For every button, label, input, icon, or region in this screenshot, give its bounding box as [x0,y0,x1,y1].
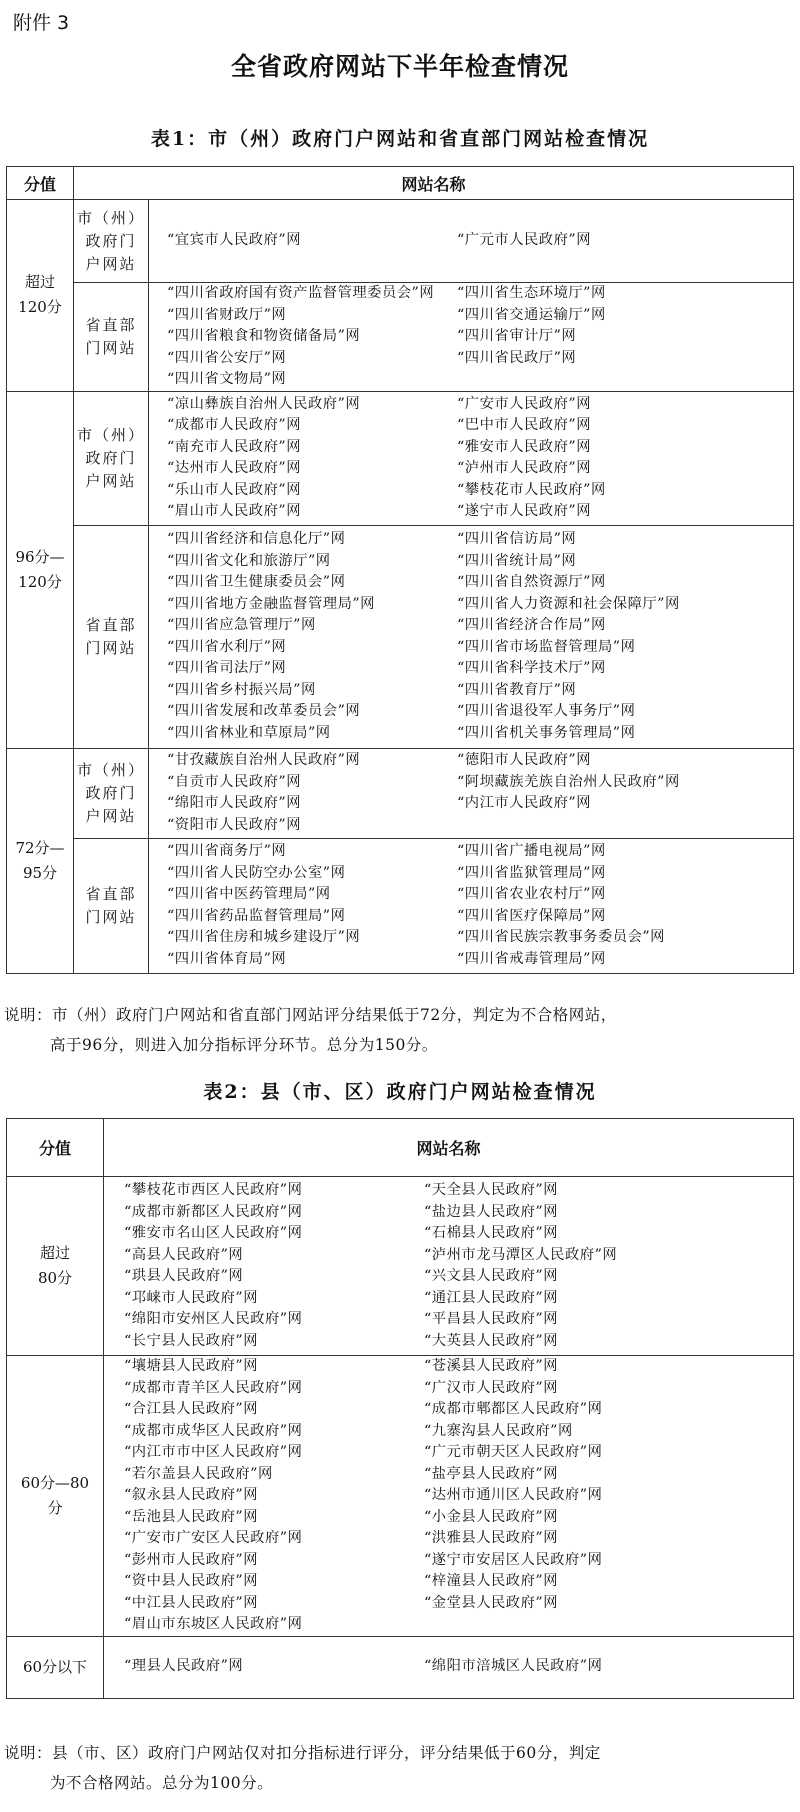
website-entry: “若尔盖县人民政府”网 [124,1465,273,1482]
website-entry: “广安市人民政府”网 [457,395,591,412]
website-entry: “成都市郫都区人民政府”网 [424,1401,603,1417]
website-entry: “叙永县人民政府”网 [124,1487,258,1503]
website-entry: “梓潼县人民政府”网 [424,1573,558,1589]
table1-category-cell [74,391,149,525]
website-entry: “甘孜藏族自治州人民政府”网 [167,752,361,768]
table2 [6,1118,794,1699]
score-line: 60分—80 [20,1473,90,1492]
website-entry: “四川省统计局”网 [457,552,577,569]
website-entry: “攀枝花市人民政府”网 [457,481,606,498]
table2-header-score: 分值 [7,1119,104,1177]
score-line: 80分 [37,1269,73,1287]
website-entry: “内江市人民政府”网 [457,795,591,811]
website-entry: “四川省人力资源和社会保障厅”网 [457,595,680,612]
score-line: 分 [47,1498,63,1517]
website-entry: “大英县人民政府”网 [424,1332,558,1349]
website-entry: “四川省药品监督管理局”网 [167,907,346,924]
website-entry: “四川省民政厅”网 [457,349,577,366]
website-entry: “眉山市东坡区人民政府”网 [124,1616,303,1632]
website-entry: “成都市成华区人民政府”网 [124,1422,303,1439]
website-entry: “四川省经济和信息化厅”网 [167,531,346,547]
website-entry: “四川省医疗保障局”网 [457,907,606,924]
website-entry: “四川省交通运输厅”网 [457,306,606,323]
website-entry: “凉山彝族自治州人民政府”网 [167,395,361,412]
website-entry: “四川省信访局”网 [457,531,577,547]
website-entry: “壤塘县人民政府”网 [124,1358,258,1374]
website-entry: “遂宁市安居区人民政府”网 [424,1551,603,1568]
table2-note: 说明：县（市、区）政府门户网站仅对扣分指标进行评分，评分结果低于60分，判定 [4,1744,601,1762]
category-line: 省直部 [85,884,137,903]
website-entry: “成都市人民政府”网 [167,417,301,433]
website-entry: “石棉县人民政府”网 [424,1225,558,1241]
website-entry: “邛崃市人民政府”网 [124,1289,258,1306]
website-entry: “四川省广播电视局”网 [457,843,606,859]
category-line: 门网站 [85,638,137,657]
table1 [6,166,794,974]
website-entry: “广元市人民政府”网 [457,232,591,249]
table1-category-cell [74,283,149,392]
website-entry: “眉山市人民政府”网 [167,503,301,519]
website-entry: “高县人民政府”网 [124,1246,244,1263]
score-line: 95分 [22,863,58,882]
table1-note-continued: 高于96分，则进入加分指标评分环节。总分为150分。 [50,1036,438,1054]
website-entry: “四川省粮食和物资储备局”网 [167,328,361,344]
website-entry: “绵阳市安州区人民政府”网 [124,1311,303,1327]
website-entry: “四川省地方金融监督管理局”网 [167,595,375,612]
table1-score-cell [7,200,74,392]
category-line: 户网站 [85,471,137,490]
website-entry: “雅安市名山区人民政府”网 [124,1225,303,1241]
website-entry: “中江县人民政府”网 [124,1594,258,1611]
website-entry: “岳池县人民政府”网 [124,1508,258,1525]
table1-score-cell [7,391,74,748]
table1-sites-cell [149,283,794,392]
category-line: 省直部 [85,315,137,334]
table1-sites-cell [149,525,794,748]
website-entry: “长宁县人民政府”网 [124,1332,258,1349]
website-entry: “兴文县人民政府”网 [424,1268,558,1284]
website-entry: “珙县人民政府”网 [124,1268,244,1284]
website-entry: “泸州市人民政府”网 [457,460,591,476]
website-entry: “合江县人民政府”网 [124,1401,258,1417]
website-entry: “四川省市场监督管理局”网 [457,638,636,655]
website-entry: “达州市通川区人民政府”网 [424,1487,603,1503]
website-entry: “四川省卫生健康委员会”网 [167,574,346,590]
table1-score-cell [7,748,74,973]
website-entry: “四川省应急管理厅”网 [167,617,316,633]
category-line: 政府门 [85,783,137,802]
website-entry: “四川省退役军人事务厅”网 [457,703,636,719]
website-entry: “巴中市人民政府”网 [457,417,591,433]
category-line: 市（州） [76,425,145,444]
website-entry: “四川省住房和城乡建设厅”网 [167,929,361,945]
website-entry: “四川省政府国有资产监督管理委员会”网 [167,285,435,301]
website-entry: “雅安市人民政府”网 [457,438,591,455]
website-entry: “成都市青羊区人民政府”网 [124,1379,303,1396]
website-entry: “四川省商务厅”网 [167,843,287,859]
table1-sites-cell [149,748,794,838]
category-line: 市（州） [76,760,145,779]
website-entry: “四川省乡村振兴局”网 [167,681,316,698]
table1-sites-cell [149,200,794,283]
website-entry: “成都市新都区人民政府”网 [124,1203,303,1220]
website-entry: “彭州市人民政府”网 [124,1551,258,1568]
website-entry: “达州市人民政府”网 [167,460,301,476]
table1-category-cell [74,838,149,973]
website-entry: “广元市朝天区人民政府”网 [424,1444,603,1460]
website-entry: “四川省文化和旅游厅”网 [167,552,331,569]
table2-score-cell [7,1356,104,1637]
website-entry: “遂宁市人民政府”网 [457,503,591,519]
table1-note: 说明：市（州）政府门户网站和省直部门网站评分结果低于72分，判定为不合格网站， [4,1006,617,1024]
category-line: 户网站 [85,806,137,825]
table2-sites-cell [104,1356,794,1637]
website-entry: “金堂县人民政府”网 [424,1594,558,1611]
website-entry: “绵阳市人民政府”网 [167,795,301,811]
category-line: 户网站 [85,254,137,273]
website-entry: “平昌县人民政府”网 [424,1311,558,1327]
score-line: 超过 [24,273,55,292]
website-entry: “通江县人民政府”网 [424,1289,558,1306]
table2-note-continued: 为不合格网站。总分为100分。 [50,1774,274,1792]
website-entry: “四川省发展和改革委员会”网 [167,703,361,719]
table1-category-cell [74,200,149,283]
website-entry: “乐山市人民政府”网 [167,481,301,498]
website-entry: “自贡市人民政府”网 [167,773,301,790]
website-entry: “四川省民族宗教事务委员会”网 [457,929,665,945]
table1-sites-cell [149,391,794,525]
website-entry: “盐边县人民政府”网 [424,1203,558,1220]
website-entry: “四川省教育厅”网 [457,681,577,698]
website-entry: “洪雅县人民政府”网 [424,1530,558,1546]
website-entry: “四川省自然资源厅”网 [457,574,606,590]
website-entry: “四川省中医药管理局”网 [167,886,331,902]
table1-category-cell [74,748,149,838]
website-entry: “资中县人民政府”网 [124,1573,258,1589]
category-line: 省直部 [85,615,137,634]
website-entry: “苍溪县人民政府”网 [424,1358,558,1374]
website-entry: “天全县人民政府”网 [424,1182,558,1198]
website-entry: “四川省监狱管理局”网 [457,864,606,881]
category-line: 政府门 [85,448,137,467]
website-entry: “内江市市中区人民政府”网 [124,1444,303,1460]
category-line: 政府门 [85,231,137,250]
table1-header-sites: 网站名称 [74,167,794,200]
website-entry: “广汉市人民政府”网 [424,1379,558,1396]
table2-score-cell [7,1636,104,1698]
website-entry: “四川省经济合作局”网 [457,617,606,633]
category-line: 市（州） [76,208,145,227]
website-entry: “小金县人民政府”网 [424,1508,558,1525]
table2-header-sites: 网站名称 [104,1119,794,1177]
table2-title: 表2：县（市、区）政府门户网站检查情况 [203,1081,597,1103]
website-entry: “广安市广安区人民政府”网 [124,1530,303,1546]
website-entry: “阿坝藏族羌族自治州人民政府”网 [457,773,680,790]
website-entry: “四川省文物局”网 [167,371,287,387]
website-entry: “泸州市龙马潭区人民政府”网 [424,1246,618,1263]
website-entry: “四川省司法厅”网 [167,660,287,676]
website-entry: “四川省戒毒管理局”网 [457,950,606,967]
website-entry: “四川省水利厅”网 [167,638,287,655]
table1-sites-cell [149,838,794,973]
website-entry: “绵阳市涪城区人民政府”网 [424,1658,603,1675]
website-entry: “资阳市人民政府”网 [167,816,301,833]
table2-sites-cell [104,1177,794,1356]
score-line: 120分 [18,298,62,317]
table1-header-score: 分值 [7,167,74,200]
score-line: 96分— [15,547,65,566]
page-title: 全省政府网站下半年检查情况 [230,52,569,81]
score-line: 60分以下 [22,1657,88,1676]
website-entry: “四川省科学技术厅”网 [457,660,606,676]
website-entry: “四川省生态环境厅”网 [457,285,606,301]
website-entry: “四川省人民防空办公室”网 [167,864,346,881]
website-entry: “四川省农业农村厅”网 [457,886,606,902]
website-entry: “九寨沟县人民政府”网 [424,1422,573,1439]
website-entry: “四川省体育局”网 [167,950,287,967]
website-entry: “南充市人民政府”网 [167,438,301,455]
table1-category-cell [74,525,149,748]
attachment-label: 附件 3 [13,12,70,34]
score-line: 72分— [15,838,65,857]
website-entry: “四川省公安厅”网 [167,349,287,366]
category-line: 门网站 [85,907,137,926]
category-line: 门网站 [85,338,137,357]
website-entry: “四川省审计厅”网 [457,328,577,344]
website-entry: “四川省机关事务管理局”网 [457,724,636,741]
website-entry: “四川省林业和草原局”网 [167,724,331,741]
table2-score-cell [7,1177,104,1356]
score-line: 120分 [18,572,62,591]
website-entry: “德阳市人民政府”网 [457,752,591,768]
website-entry: “宜宾市人民政府”网 [167,232,301,249]
website-entry: “理县人民政府”网 [124,1658,244,1675]
website-entry: “盐亭县人民政府”网 [424,1465,558,1482]
table2-sites-cell [104,1636,794,1698]
score-line: 超过 [39,1244,70,1262]
website-entry: “四川省财政厅”网 [167,306,287,323]
table1-title: 表1：市（州）政府门户网站和省直部门网站检查情况 [150,128,650,150]
website-entry: “攀枝花市西区人民政府”网 [124,1182,303,1198]
